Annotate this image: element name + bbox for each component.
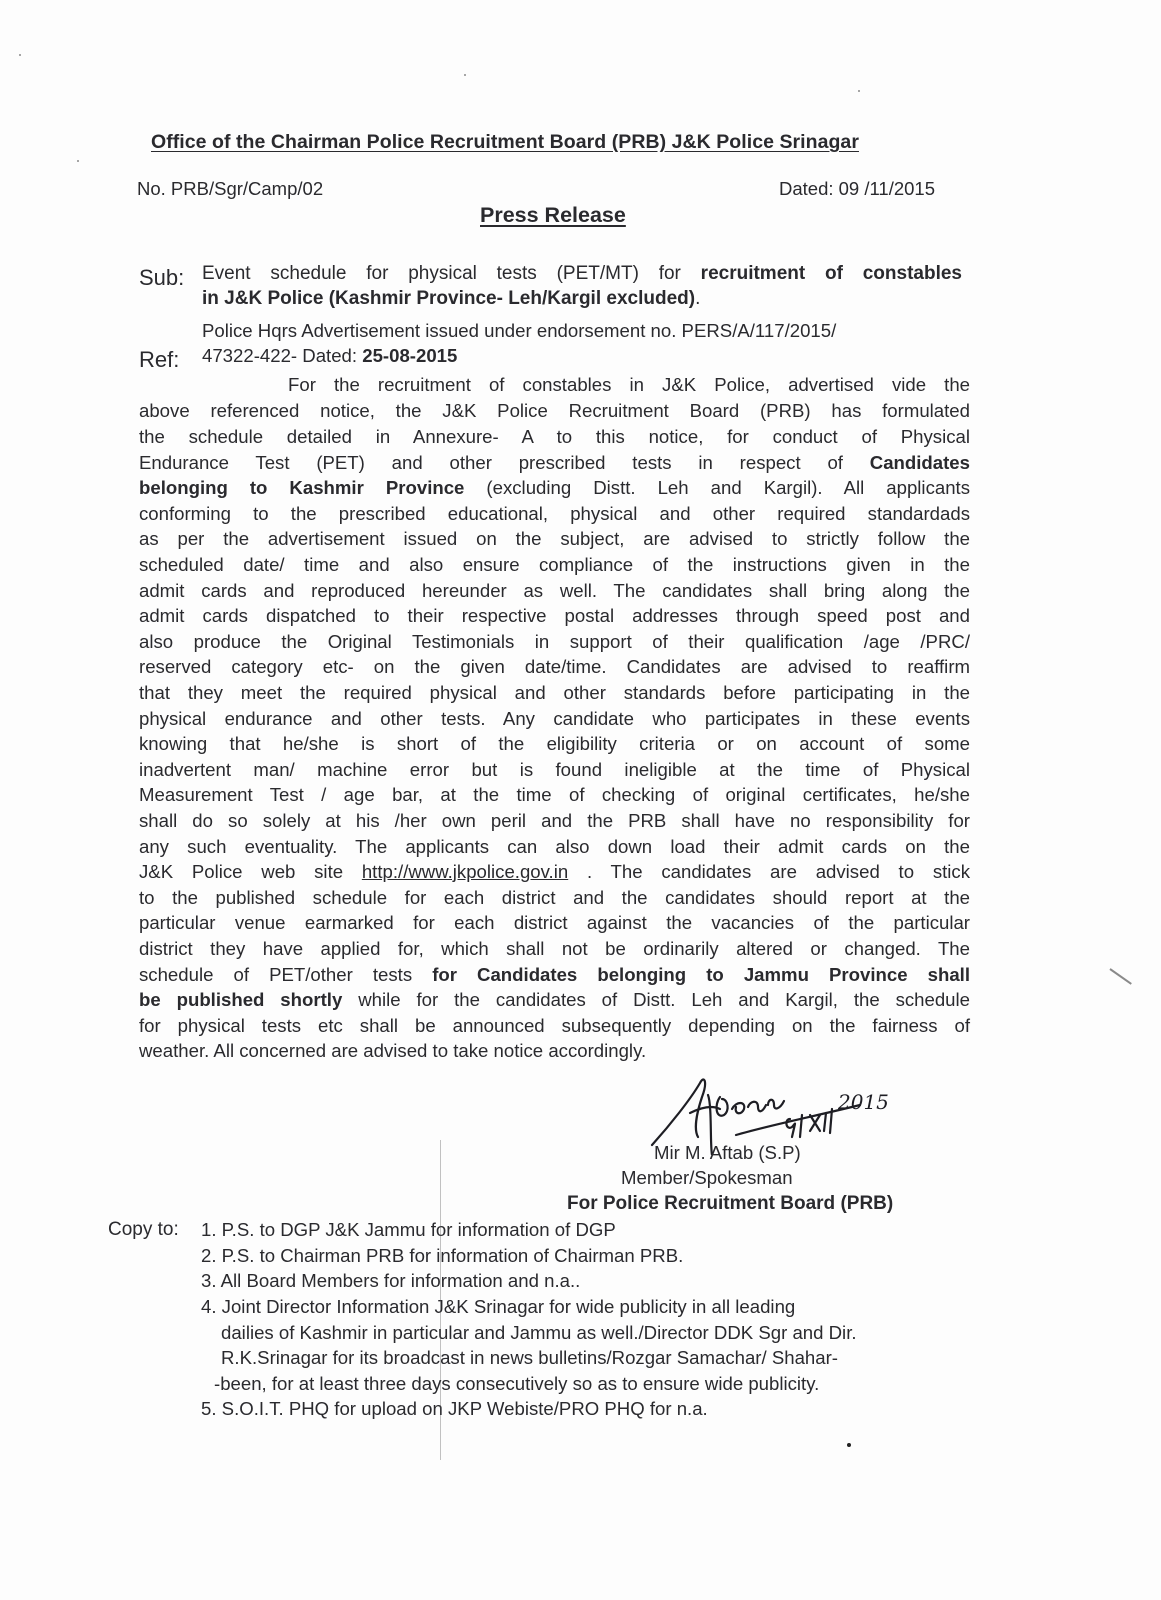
body-bold-text: for Candidates belonging to Jammu Province shall (432, 964, 970, 985)
body-text: while for the candidates of Distt. Leh and Kargil, the schedule (342, 989, 970, 1010)
body-text: J&K Police web site (139, 861, 362, 882)
body-line (139, 605, 970, 627)
signature-date-text: 2015 (838, 1090, 889, 1114)
reference-text: 47322-422- Dated: (202, 345, 363, 366)
body-text: conforming to the prescribed educational, physical and other required standardads (139, 503, 970, 524)
copy-to-item: 4. Joint Director Information J&K Srinagar for wide publicity in all leading (201, 1296, 796, 1317)
body-line (139, 836, 970, 858)
body-line (139, 580, 970, 602)
body-line (288, 374, 970, 396)
body-line (139, 477, 970, 499)
subject-line-1 (202, 263, 962, 285)
body-text: district they have applied for, which shall not be ordinarily altered or changed. The (139, 938, 970, 959)
scan-dot (19, 54, 21, 56)
body-line (139, 784, 970, 806)
body-line (139, 938, 970, 960)
body-line (139, 426, 970, 448)
body-line-last: weather. All concerned are advised to take notice accordingly. (139, 1040, 647, 1061)
body-line (139, 554, 970, 576)
body-line (139, 759, 970, 781)
body-bold-text: belonging to Kashmir Province (139, 477, 465, 498)
reference-line-2 (202, 345, 457, 367)
body-text: to the published schedule for each district and the candidates should report at the (139, 887, 970, 908)
body-text: Endurance Test (PET) and other prescribed tests in respect of (139, 452, 870, 473)
body-text: . The candidates are advised to stick (568, 861, 971, 882)
reference-date: 25-08-2015 (362, 345, 458, 366)
copy-to-item: 1. P.S. to DGP J&K Jammu for information of DGP (201, 1219, 616, 1240)
body-text: physical endurance and other tests. Any candidate who participates in these events (139, 708, 970, 729)
body-text: shall do so solely at his /her own peril and the PRB shall have no responsibility for (139, 810, 970, 831)
copy-to-label: Copy to: (108, 1219, 179, 1240)
body-line (139, 400, 970, 422)
office-title: Office of the Chairman Police Recruitment Board (PRB) J&K Police Srinagar (151, 131, 859, 153)
body-line (139, 861, 970, 883)
copy-to-item: 3. All Board Members for information and n.a.. (201, 1270, 581, 1291)
body-text: (excluding Distt. Leh and Kargil). All applicants (464, 477, 971, 498)
subject-label: Sub: (139, 265, 185, 290)
scan-dot (847, 1443, 851, 1447)
body-text: admit cards and reproduced hereunder as well. The candidates shall bring along the (139, 580, 970, 601)
body-line (139, 912, 970, 934)
document-date: Dated: 09 /11/2015 (779, 178, 936, 199)
body-line (139, 810, 970, 832)
scan-mark (1109, 968, 1131, 985)
body-text: schedule of PET/other tests (139, 964, 433, 985)
body-text: for physical tests etc shall be announced subsequently depending on the fairness of (139, 1015, 970, 1036)
body-line (139, 887, 970, 909)
body-bold-text: Candidates (869, 452, 970, 473)
body-text: any such eventuality. The applicants can also down load their admit cards on the (139, 836, 970, 857)
body-text: admit cards dispatched to their respective postal addresses through speed post and (139, 605, 970, 626)
copy-to-item: 5. S.O.I.T. PHQ for upload on JKP Webiste/PRO PHQ for n.a. (201, 1398, 708, 1419)
body-line (139, 682, 970, 704)
body-line (139, 989, 970, 1011)
body-text: above referenced notice, the J&K Police Recruitment Board (PRB) has formulated (139, 400, 970, 421)
copy-to-item-continuation: -been, for at least three days consecutively so as to ensure wide publicity. (214, 1373, 820, 1394)
document-type-heading: Press Release (480, 203, 626, 227)
body-text: knowing that he/she is short of the eligibility criteria or on account of some (139, 733, 970, 754)
scan-fold-line (440, 1140, 441, 1460)
scan-dot (77, 160, 79, 162)
subject-line-2 (202, 288, 700, 310)
body-text: the schedule detailed in Annexure- A to this notice, for conduct of Physical (139, 426, 970, 447)
reference-label: Ref: (139, 347, 180, 372)
signatory-organization: For Police Recruitment Board (PRB) (567, 1193, 894, 1214)
body-text: also produce the Original Testimonials in support of their qualification /age /PRC/ (139, 631, 970, 652)
signatory-role: Member/Spokesman (621, 1167, 793, 1188)
copy-to-item-continuation: dailies of Kashmir in particular and Jammu as well./Director DDK Sgr and Dir. (221, 1322, 857, 1343)
body-line (139, 631, 970, 653)
body-bold-text: be published shortly (139, 989, 343, 1010)
copy-to-item: 2. P.S. to Chairman PRB for information of Chairman PRB. (201, 1245, 684, 1266)
signatory-name: Mir M. Aftab (S.P) (654, 1142, 801, 1163)
body-text: reserved category etc- on the given date/time. Candidates are advised to reaffirm (139, 656, 970, 677)
body-line (139, 503, 970, 525)
body-line (139, 528, 970, 550)
subject-text: Event schedule for physical tests (PET/MT) for (202, 263, 701, 284)
body-text: scheduled date/ time and also ensure compliance of the instructions given in the (139, 554, 970, 575)
subject-period: . (695, 288, 701, 309)
body-line (139, 733, 970, 755)
body-text: inadvertent man/ machine error but is found ineligible at the time of Physical (139, 759, 970, 780)
body-text: particular venue earmarked for each district against the vacancies of the particular (139, 912, 970, 933)
body-line (139, 708, 970, 730)
body-text: Measurement Test / age bar, at the time of checking of original certificates, he/she (139, 784, 970, 805)
website-link[interactable]: http://www.jkpolice.gov.in (361, 861, 569, 882)
body-line (139, 656, 970, 678)
body-line (139, 964, 970, 986)
subject-bold-text: recruitment of constables (700, 263, 962, 284)
scan-dot (464, 74, 466, 76)
body-line (139, 1015, 970, 1037)
body-text: For the recruitment of constables in J&K Police, advertised vide the (288, 374, 970, 395)
reference-number: No. PRB/Sgr/Camp/02 (137, 178, 324, 199)
body-text: that they meet the required physical and other standards before participating in the (139, 682, 970, 703)
body-text: as per the advertisement issued on the subject, are advised to strictly follow the (139, 528, 970, 549)
body-line (139, 452, 970, 474)
subject-bold-text-2: in J&K Police (Kashmir Province- Leh/Kargil excluded) (202, 288, 696, 309)
scan-dot (858, 90, 860, 92)
copy-to-item-continuation: R.K.Srinagar for its broadcast in news bulletins/Rozgar Samachar/ Shahar- (221, 1347, 838, 1368)
reference-line-1: Police Hqrs Advertisement issued under endorsement no. PERS/A/117/2015/ (202, 320, 837, 341)
